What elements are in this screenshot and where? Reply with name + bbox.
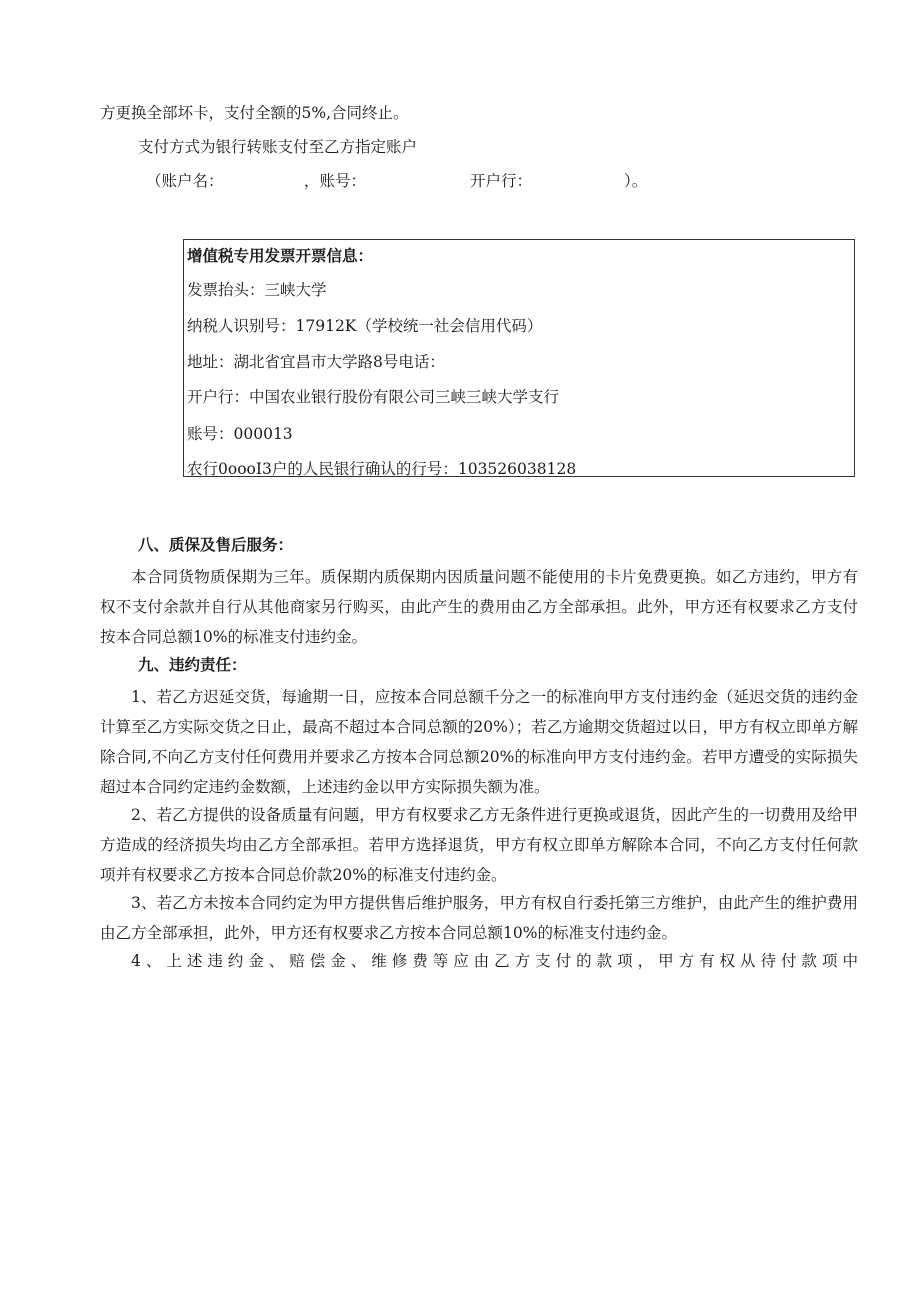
invoice-tax-id: 纳税人识别号：17912K（学校统一社会信用代码） — [187, 317, 543, 335]
payment-line-1: 方更换全部坏卡，支付全额的5%,合同终止。 — [100, 104, 409, 122]
account-number-label: ，账号： — [304, 172, 367, 190]
invoice-bank-code: 农行0oooI3户的人民银行确认的行号：103526038128 — [187, 460, 577, 478]
section-8-paragraph: 本合同货物质保期为三年。质保期内质保期内因质量问题不能使用的卡片免费更换。如乙方违约，甲方有权不支付余款并自行从其他商家另行购买，由此产生的费用由乙方全部承担。此外，甲方还有权要求乙方支付按本合同总额10%的标准支付违约金。 — [100, 568, 858, 646]
section-9-item-2 — [100, 800, 858, 890]
section-8-body — [100, 562, 858, 652]
invoice-heading: 增值税专用发票开票信息： — [187, 246, 374, 265]
invoice-account: 账号：000013 — [187, 425, 293, 443]
invoice-title: 发票抬头：三峡大学 — [187, 281, 327, 299]
invoice-bank: 开户行：中国农业银行股份有限公司三峡三峡大学支行 — [187, 388, 560, 406]
invoice-info-box — [183, 239, 855, 477]
section-9-item-3-text: 3、若乙方未按本合同约定为甲方提供售后维护服务，甲方有权自行委托第三方维护，由此产生的维护费用由乙方全部承担，此外，甲方还有权要求乙方按本合同总额10%的标准支付违约金。 — [100, 894, 858, 942]
payment-method-line: 支付方式为银行转账支付至乙方指定账户 — [138, 138, 418, 156]
section-9-item-2-text: 2、若乙方提供的设备质量有问题，甲方有权要求乙方无条件进行更换或退货，因此产生的一切费用及给甲方造成的经济损失均由乙方全部承担。若甲方选择退货，甲方有权立即单方解除本合同，不向乙方支付任何款项并有权要求乙方按本合同总价款20%的标准支付违约金。 — [100, 806, 858, 884]
section-8-heading: 八、质保及售后服务： — [138, 535, 294, 554]
account-close-paren: ）。 — [624, 172, 648, 190]
section-9-item-1-text: 1、若乙方迟延交货，每逾期一日，应按本合同总额千分之一的标准向甲方支付违约金（延迟交货的违约金计算至乙方实际交货之日止，最高不超过本合同总额的20%）；若乙方逾期交货超过以日，甲方有权立即单方解除合同,不向乙方支付任何费用并要求乙方按本合同总额20%的标准向甲方支付违约金。若甲方遭受的实际损失超过本合同约定违约金数额，上述违约金以甲方实际损失额为准。 — [100, 688, 858, 796]
invoice-address: 地址：湖北省宜昌市大学路8号电话： — [187, 353, 445, 371]
section-9-item-4-text: 4、上述违约金、赔偿金、维修费等应由乙方支付的款项，甲方有权从待付款项中 — [131, 952, 858, 970]
section-9-item-1 — [100, 682, 858, 802]
account-name-label: （账户名： — [146, 172, 224, 190]
section-9-heading: 九、违约责任： — [138, 655, 247, 674]
section-9-item-4 — [100, 946, 858, 976]
section-9-item-3 — [100, 888, 858, 948]
opening-bank-label: 开户行： — [470, 172, 533, 190]
